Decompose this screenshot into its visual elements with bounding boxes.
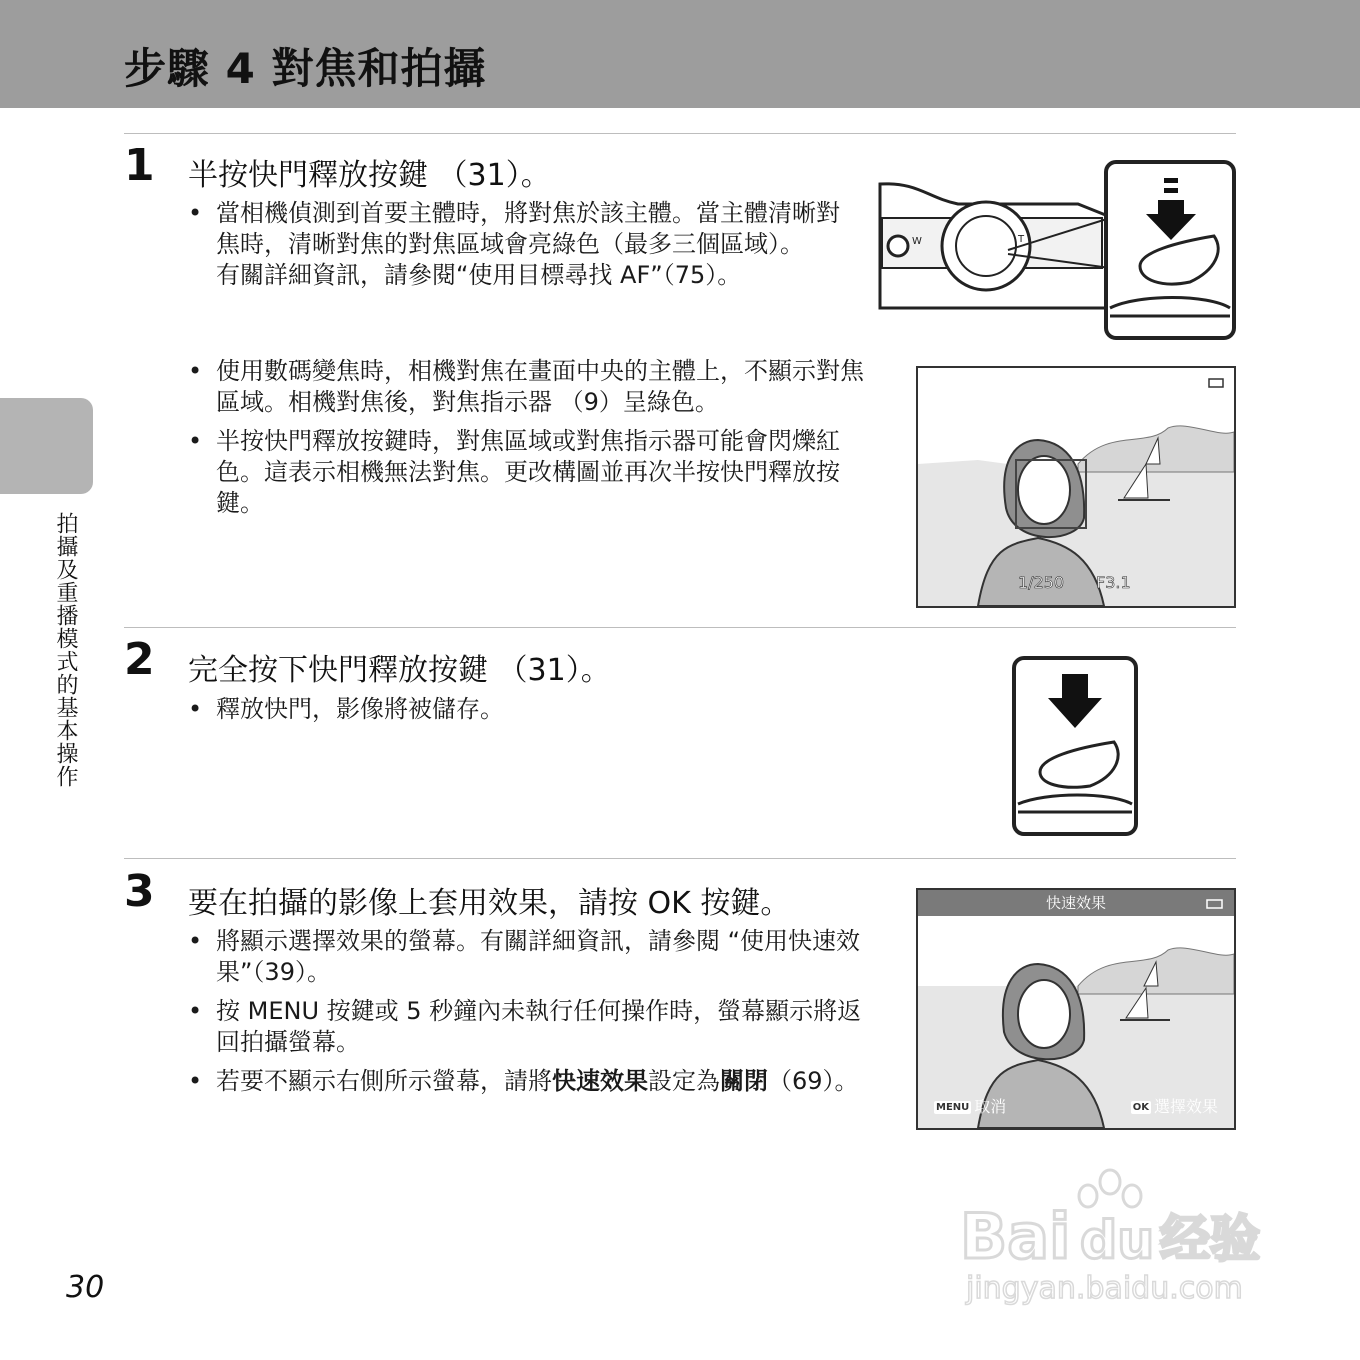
aperture-value: F3.1 (1096, 573, 1131, 592)
divider (124, 858, 1236, 859)
screen-title: 快速效果 (1045, 894, 1106, 912)
list-item: • 釋放快門，影像將被儲存。 (188, 694, 848, 725)
step-1-number: 1 (124, 140, 155, 191)
step-3-title: 要在拍攝的影像上套用效果，請按 OK 按鍵。 (188, 886, 791, 921)
menu-button-icon: MENU (936, 1102, 970, 1113)
step-2-title: 完全按下快門釋放按鍵 （31）。 (188, 653, 611, 688)
full-press-illustration (1010, 654, 1140, 838)
chapter-tab (0, 398, 93, 494)
shutter-speed: 1/250 (1018, 573, 1065, 592)
quick-effects-screen (916, 888, 1236, 1130)
shooting-screen (916, 366, 1236, 608)
svg-text:W: W (912, 236, 922, 247)
page-header (0, 0, 1360, 108)
baidu-watermark (960, 1160, 1290, 1310)
ok-button-icon: OK (1132, 1102, 1149, 1113)
baidu-paw-icon (960, 1160, 1290, 1310)
list-item: • 當相機偵測到首要主體時，將對焦於該主體。當主體清晰對焦時，清晰對焦的對焦區域會亮綠色（最多三個區域）。 有關詳細資訊，請參閱“使用目標尋找 AF”（75）。 (188, 198, 848, 291)
divider (124, 627, 1236, 628)
svg-text:经验: 经验 (1160, 1210, 1260, 1268)
screen-title-bar (918, 890, 1234, 916)
list-item: • 使用數碼變焦時，相機對焦在畫面中央的主體上，不顯示對焦區域。相機對焦後，對焦指示器 （9）呈綠色。 (188, 356, 878, 418)
chapter-label: 拍攝及重播模式的基本操作 (53, 512, 78, 788)
list-item: • 按 MENU 按鍵或 5 秒鐘內未執行任何操作時，螢幕顯示將返回拍攝螢幕。 (188, 996, 878, 1058)
scene-image (918, 368, 1234, 606)
svg-text:T: T (1018, 234, 1025, 245)
list-item: • 若要不顯示右側所示螢幕，請將快速效果設定為關閉（69）。 (188, 1066, 878, 1097)
step-1-title: 半按快門釋放按鍵 （31）。 (188, 158, 551, 193)
divider (124, 133, 1236, 134)
half-press-illustration (878, 158, 1238, 342)
step-2-number: 2 (124, 634, 155, 685)
step-2-bullets (188, 694, 848, 733)
step-1-bullets (188, 198, 848, 299)
list-item: • 半按快門釋放按鍵時，對焦區域或對焦指示器可能會閃爍紅色。這表示相機無法對焦。更改構圖並再次半按快門釋放按鍵。 (188, 426, 878, 519)
page-number: 30 (66, 1270, 105, 1305)
svg-text:du: du (1080, 1211, 1155, 1271)
list-item: • 將顯示選擇效果的螢幕。有關詳細資訊，請參閱 “使用快速效果”（39）。 (188, 926, 878, 988)
step-1-bullets-2 (188, 356, 878, 527)
scene-image (918, 890, 1234, 1128)
select-effect-hint: OK 選擇效果 (1132, 1097, 1218, 1116)
svg-text:jingyan.baidu.com: jingyan.baidu.com (966, 1271, 1243, 1306)
step-3-number: 3 (124, 866, 155, 917)
step-3-bullets (188, 926, 878, 1105)
cancel-hint: MENU 取消 (936, 1097, 1007, 1116)
battery-icon (1206, 899, 1224, 909)
svg-text:Bai: Bai (960, 1200, 1071, 1273)
page-title: 步驟 4 對焦和拍攝 (124, 44, 487, 93)
